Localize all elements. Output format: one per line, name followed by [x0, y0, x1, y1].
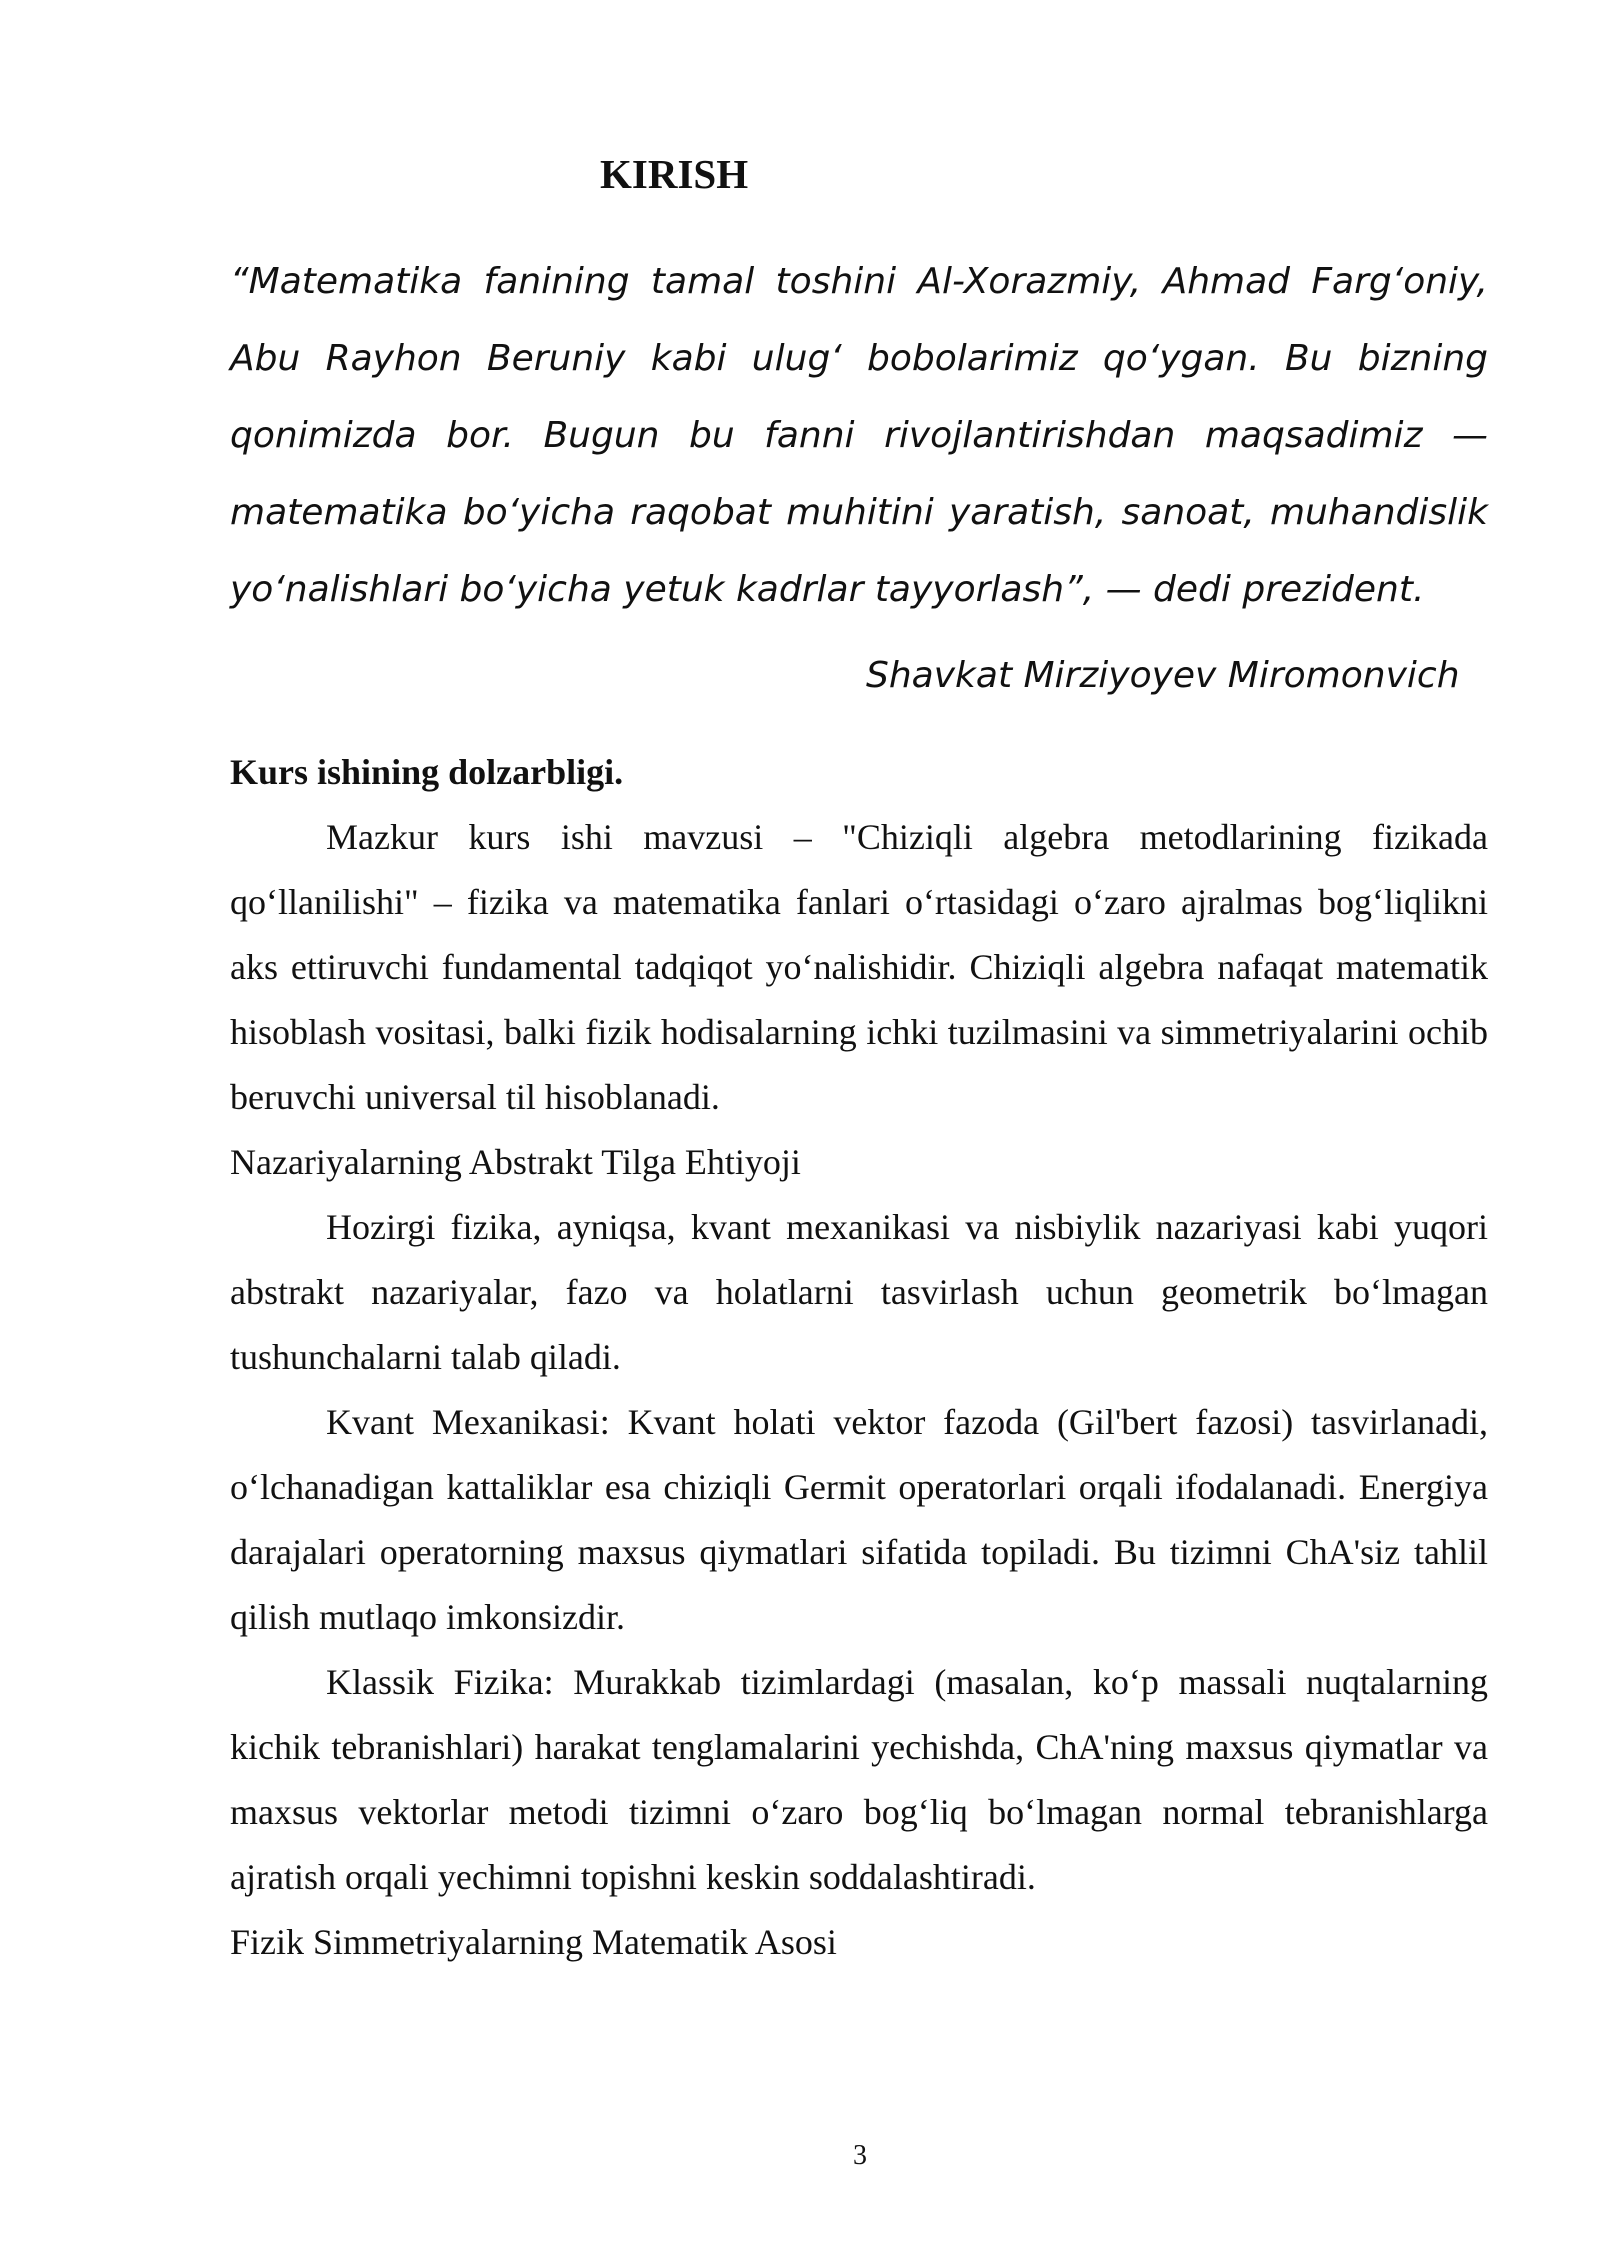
epigraph-quote: “Matematika fanining tamal toshini Al-Xorazmiy, Ahmad Farg‘oniy, Abu Rayhon Beruniy kabi ulug‘ bobolarimiz qo‘ygan. Bu bizning qonimizda bor. Bugun bu fanni rivojlantirishdan maqsadimiz — matematika bo‘yicha raqobat muhitini yaratish, sanoat, muhandislik yo‘nalishlari bo‘yicha yetuk kadrlar tayyorlash”, — dedi prezident. [230, 261, 1488, 610]
paragraph-quantum-mechanics: Kvant Mexanikasi: Kvant holati vektor fazoda (Gil'bert fazosi) tasvirlanadi, o‘lchanadigan kattaliklar esa chiziqli Germit operatorlari orqali ifodalanadi. Energiya darajalari operatorning maxsus qiymatlari sifatida topiladi. Bu tizimni ChA'siz tahlil qilish mutlaqo imkonsizdir. [230, 1402, 1488, 1637]
section-title: Kurs ishining dolzarbligi. [230, 752, 624, 792]
subheading-abstract-language: Nazariyalarning Abstrakt Tilga Ehtiyoji [230, 1142, 801, 1182]
main-text [230, 740, 1488, 1975]
quote-author: Shavkat Mirziyoyev Miromonvich [866, 655, 1460, 696]
paragraph-classical-physics: Klassik Fizika: Murakkab tizimlardagi (masalan, ko‘p massali nuqtalarning kichik tebranishlari) harakat tenglamalarini yechishda, ChA'ning maxsus qiymatlar va maxsus vektorlar metodi tizimni o‘zaro bog‘liq bo‘lmagan normal tebranishlarga ajratish orqali yechimni topishni keskin soddalashtiradi. [230, 1662, 1488, 1897]
paragraph-modern-physics: Hozirgi fizika, ayniqsa, kvant mexanikasi va nisbiylik nazariyasi kabi yuqori abstrakt nazariyalar, fazo va holatlarni tasvirlash uchun geometrik bo‘lmagan tushunchalarni talab qiladi. [230, 1207, 1488, 1377]
page-title: KIRISH [600, 151, 749, 197]
subheading-symmetries: Fizik Simmetriyalarning Matematik Asosi [230, 1922, 837, 1962]
page-number: 3 [853, 2140, 867, 2171]
paragraph-relevance: Mazkur kurs ishi mavzusi – "Chiziqli algebra metodlarining fizikada qo‘llanilishi" – fizika va matematika fanlari o‘rtasidagi o‘zaro ajralmas bog‘liqlikni aks ettiruvchi fundamental tadqiqot yo‘nalishidir. Chiziqli algebra nafaqat matematik hisoblash vositasi, balki fizik hodisalarning ichki tuzilmasini va simmetriyalarini ochib beruvchi universal til hisoblanadi. [230, 817, 1488, 1117]
